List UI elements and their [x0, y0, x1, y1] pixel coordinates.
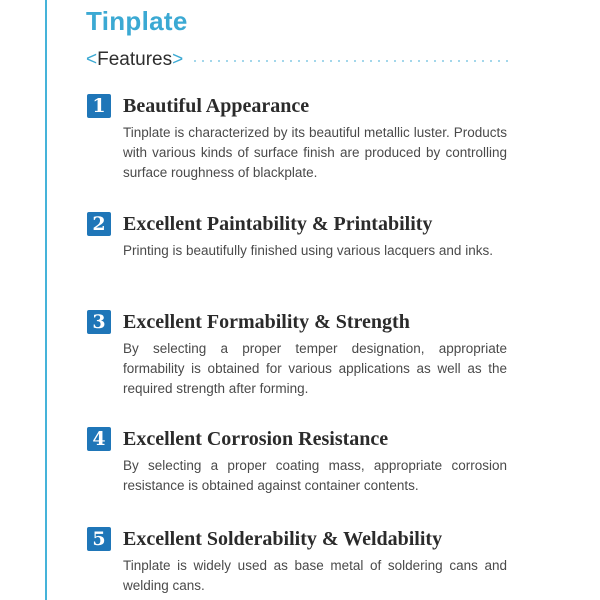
- feature-item: [87, 92, 507, 183]
- section-title: Features: [97, 49, 173, 70]
- feature-title: Excellent Corrosion Resistance: [123, 428, 389, 450]
- feature-item: [87, 210, 507, 261]
- number-badge: 3: [87, 310, 111, 334]
- section-header: [86, 48, 510, 72]
- feature-item: [87, 308, 507, 399]
- feature-title: Excellent Paintability & Printability: [123, 213, 433, 235]
- number-badge: 1: [87, 94, 111, 118]
- feature-item: [87, 425, 507, 496]
- feature-description: By selecting a proper coating mass, appropriate corrosion resistance is obtained against container contents.: [123, 458, 507, 493]
- number-badge: 2: [87, 212, 111, 236]
- feature-item: [87, 525, 507, 596]
- number-badge: 4: [87, 427, 111, 451]
- page-title: Tinplate: [86, 6, 188, 36]
- feature-title: Excellent Formability & Strength: [123, 311, 410, 333]
- feature-title: Excellent Solderability & Weldability: [123, 528, 443, 550]
- feature-description: By selecting a proper temper designation, appropriate formability is obtained for various applications as well as the required strength after forming.: [123, 341, 507, 396]
- feature-title: Beautiful Appearance: [123, 95, 310, 117]
- section-open-bracket: <: [86, 49, 98, 70]
- left-margin-rule: [45, 0, 47, 600]
- section-close-bracket: >: [172, 49, 184, 70]
- dotted-divider: [191, 60, 510, 62]
- number-badge: 5: [87, 527, 111, 551]
- feature-description: Tinplate is characterized by its beautiful metallic luster. Products with various kinds of surface finish are produced by controlling surface roughness of blackplate.: [123, 125, 507, 180]
- feature-description: Printing is beautifully finished using various lacquers and inks.: [123, 243, 493, 258]
- feature-description: Tinplate is widely used as base metal of soldering cans and welding cans.: [123, 558, 507, 593]
